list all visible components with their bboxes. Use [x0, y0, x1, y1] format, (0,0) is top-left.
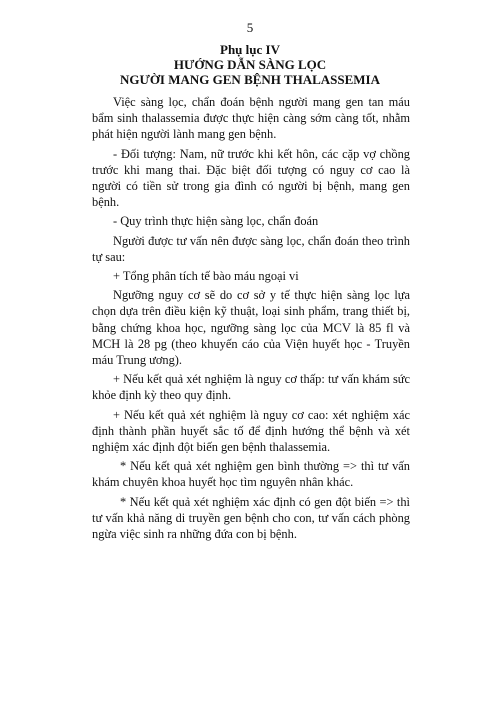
- paragraph-target-group: - Đối tượng: Nam, nữ trước khi kết hôn, các cặp vợ chồng trước khi mang thai. Đặc biệt đối tượng có nguy cơ cao là người có tiền sử trong gia đình có người bị bệnh, mang gen bệnh.: [92, 146, 410, 210]
- document-title-line-1: HƯỚNG DẪN SÀNG LỌC: [173, 57, 327, 72]
- document-title-line-2: NGƯỜI MANG GEN BỆNH THALASSEMIA: [119, 72, 381, 87]
- paragraph-mutated-gene: * Nếu kết quả xét nghiệm xác định có gen đột biến => thì tư vấn khả năng di truyền gen bệnh cho con, tư vấn cách phòng ngừa việc sinh ra những đứa con bị bệnh.: [92, 494, 410, 542]
- paragraph-high-risk: + Nếu kết quả xét nghiệm là nguy cơ cao: xét nghiệm xác định thành phần huyết sắc tố để định hướng thể bệnh và xét nghiệm xác định đột biến gen bệnh thalassemia.: [92, 407, 410, 455]
- paragraph-procedure-intro: Người được tư vấn nên được sàng lọc, chẩn đoán theo trình tự sau:: [92, 233, 410, 264]
- paragraph-intro: Việc sàng lọc, chẩn đoán bệnh người mang gen tan máu bẩm sinh thalassemia được thực hiện càng sớm càng tốt, nhằm phát hiện người lành mang gen bệnh.: [92, 95, 410, 142]
- appendix-label: Phụ lục IV: [220, 42, 280, 57]
- paragraph-risk-threshold: Ngưỡng nguy cơ sẽ do cơ sở y tế thực hiện sàng lọc lựa chọn dựa trên điều kiện kỹ thuật, loại sinh phẩm, trang thiết bị, bằng chứng khoa học, ngưỡng sàng lọc của MCV là 85 fl và MCH là 28 pg (theo khuyến cáo của Viện huyết học - Truyền máu Trung ương).: [92, 288, 410, 368]
- paragraph-blood-test: + Tổng phân tích tế bào máu ngoại vi: [113, 269, 299, 284]
- page-number: 5: [246, 20, 254, 35]
- paragraph-normal-gene: * Nếu kết quả xét nghiệm gen bình thường => thì tư vấn khám chuyên khoa huyết học tìm nguyên nhân khác.: [92, 459, 410, 490]
- document-body: [92, 94, 410, 545]
- paragraph-procedure-heading: - Quy trình thực hiện sàng lọc, chẩn đoán: [113, 214, 319, 229]
- paragraph-low-risk: + Nếu kết quả xét nghiệm là nguy cơ thấp: tư vấn khám sức khỏe định kỳ theo quy định.: [92, 372, 410, 403]
